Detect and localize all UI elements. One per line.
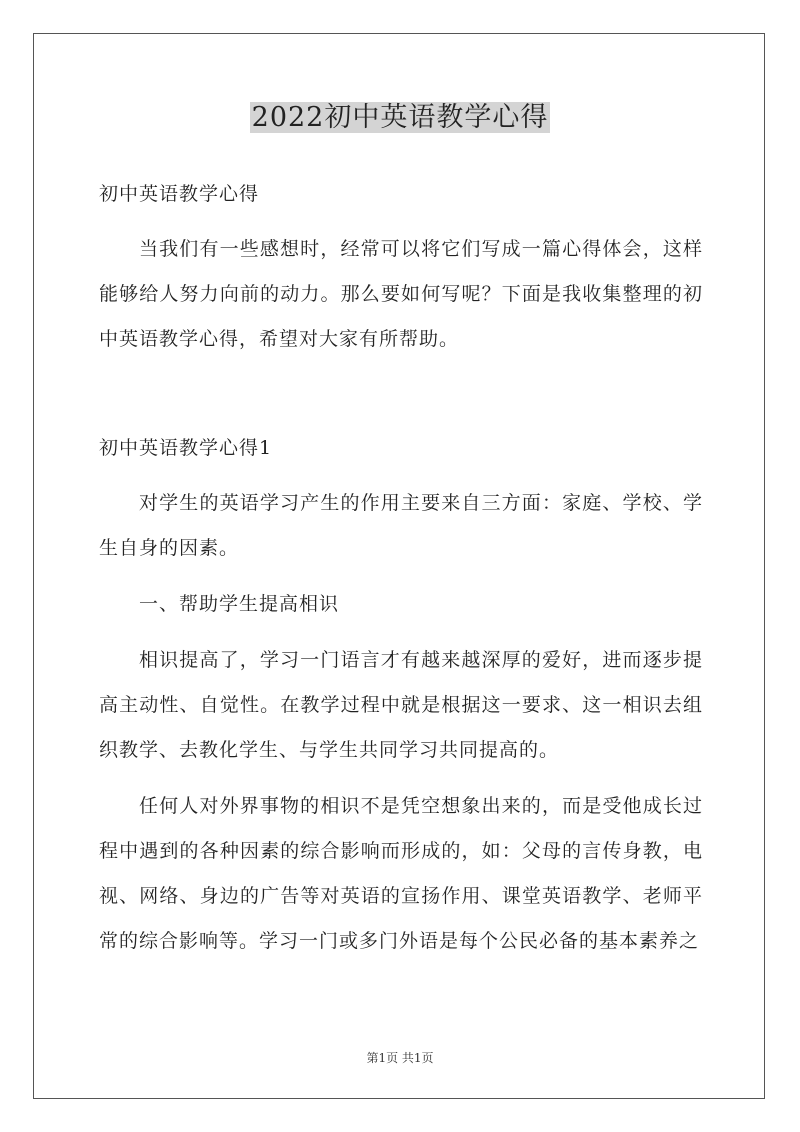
body-paragraph: 相识提高了，学习一门语言才有越来越深厚的爱好，进而逐步提高主动性、自觉性。在教学过程中就是根据这一要求、这一相识去组织教学、去教化学生、与学生共同学习共同提高的。 xyxy=(99,649,703,761)
document-title xyxy=(0,98,800,138)
body-paragraph: 对学生的英语学习产生的作用主要来自三方面：家庭、学校、学生自身的因素。 xyxy=(99,492,703,559)
intro-paragraph: 当我们有一些感想时，经常可以将它们写成一篇心得体会，这样能够给人努力向前的动力。那么要如何写呢？下面是我收集整理的初中英语教学心得，希望对大家有所帮助。 xyxy=(99,238,703,350)
section-spacer xyxy=(99,362,703,426)
section-title: 初中英语教学心得1 xyxy=(99,437,273,459)
document-subtitle: 初中英语教学心得 xyxy=(99,183,260,205)
page-footer: 第1页 共1页 xyxy=(366,1051,434,1065)
document-title-text: 2022初中英语教学心得 xyxy=(251,102,549,133)
body-paragraph: 任何人对外界事物的相识不是凭空想象出来的，而是受他成长过程中遇到的各种因素的综合影响而形成的，如：父母的言传身教，电视、网络、身边的广告等对英语的宣扬作用、课堂英语教学、老师平常的综合影响等。学习一门或多门外语是每个公民必备的基本素养之 xyxy=(99,795,703,952)
document-body xyxy=(99,172,703,964)
body-heading: 一、帮助学生提高相识 xyxy=(139,593,340,615)
